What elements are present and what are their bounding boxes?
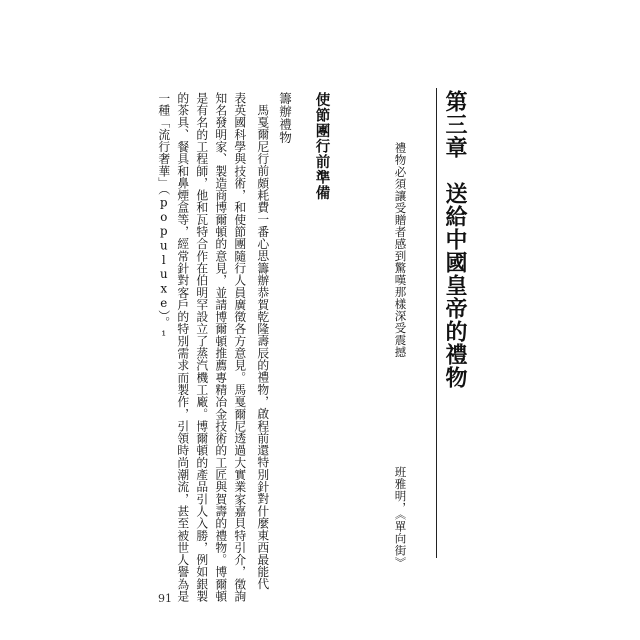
body-text-line: 的茶具、餐具和鼻煙盒等，經常針對客戶的特別需求而製作，引領時尚潮流，甚至被世人譽為是 — [175, 92, 190, 603]
page-number: 91 — [158, 592, 172, 605]
chapter-title: 第三章 送給中國皇帝的禮物 — [442, 90, 468, 389]
body-text-line: 一種「流行奢華」（populuxe）。¹ — [156, 92, 171, 343]
section-heading: 使節團行前準備 — [313, 92, 331, 201]
body-text-line: 馬戛爾尼行前頗耗費一番心思籌辦恭賀乾隆壽辰的禮物，啟程前還特別針對什麼東西最能代 — [255, 104, 270, 590]
epigraph-attribution: 班雅明，《單向街》 — [393, 466, 408, 569]
body-text-line: 是有名的工程師，他和瓦特合作在伯明罕設立了蒸汽機工廠。博爾頓的產品引人入勝，例如銀製 — [194, 92, 209, 603]
body-text-line: 知名發明家、製造商博爾頓的意見，並請博爾頓推薦專精冶金技術的工匠與賀壽的禮物。博爾頓 — [213, 92, 228, 603]
subsection-heading: 籌辦禮物 — [277, 92, 293, 144]
epigraph-quote: 禮物必須讓受贈者感到驚嘆那樣深受震撼 — [393, 142, 408, 358]
title-divider-rule — [436, 88, 437, 558]
body-text-line: 表英國科學與技術，和使節團隨行人員廣徵各方意見。馬戛爾尼透過大實業家嘉貝特引介，徵詢 — [232, 92, 247, 603]
